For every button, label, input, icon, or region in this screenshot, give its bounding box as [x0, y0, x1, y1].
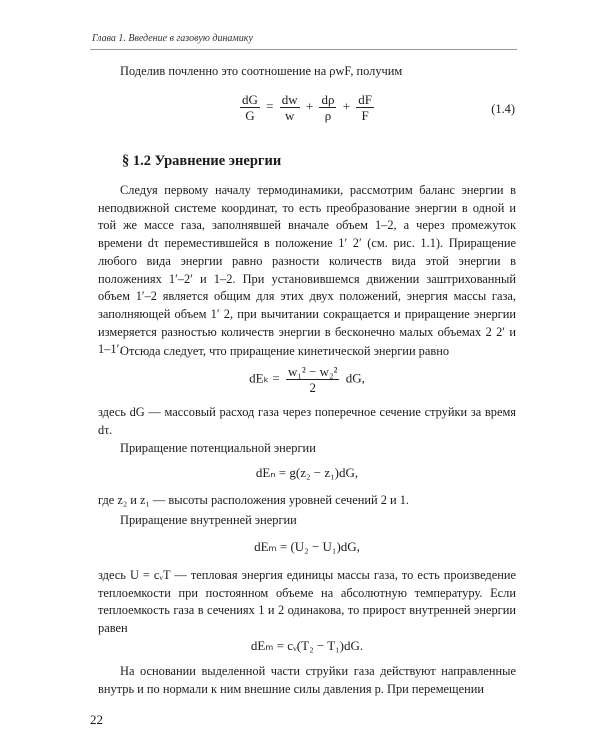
equation-potential-energy: dEₙ = g(z₂ − z₁)dG,: [255, 465, 359, 480]
header-rule: [90, 49, 517, 50]
fraction-dG-G: $\frac{dG}{G}$: [241, 92, 258, 123]
paragraph-pressure-forces: На основании выделенной части струйки газа действуют направленные внутрь и по нормали к ним внешние силы давления p. При перемещении: [98, 664, 516, 696]
fraction-velocity-diff: $\frac{\text{w₁² − w₂²}}{2}$: [287, 364, 338, 395]
fraction-dw-w: $\frac{dw}{w}$: [281, 92, 298, 123]
section-heading: § 1.2 Уравнение энергии: [122, 153, 282, 169]
page-number: 22: [90, 712, 103, 727]
equation-number: (1.4): [491, 102, 515, 116]
paragraph-kinetic-intro: Отсюда следует, что приращение кинетической энергии равно: [120, 344, 450, 358]
intro-text: Поделив почленно это соотношение на ρwF, получим: [120, 64, 403, 78]
equation-kinetic-energy: dEₖ = $\frac{\text{w₁² − w₂²}}{2}$ dG,: [249, 364, 365, 395]
equation-1-4: $\frac{dG}{G}$ = $\frac{dw}{w}$ + $\frac{d\rho}{\rho}$ + $\frac{dF}{F}$: [241, 92, 373, 123]
equation-internal-energy: dEₘ = (U₂ − U₁)dG,: [254, 539, 360, 554]
paragraph-heights: где z₂ и z₁ — высоты расположения уровней сечений 2 и 1.: [98, 493, 410, 507]
paragraph-energy-balance: Следуя первому началу термодинамики, рассмотрим баланс энергии в неподвижной системе координат, то есть преобразование энергии в одной и той же массе газа, заполнявшей вначале объем 1–2, а через промежуток времени dτ переместившейся в положение 1′ 2′ (см. рис. 1.1). Приращение любого вида энергии равно разности количеств вида этой энергии в положениях 1′–2′ и 1–2. При установившемся движении заштрихованный объем 1′–2 является общим для этих двух положений, энергия массы газа, заполняющей объем 1′ 2, при вычитании сокращается и приращение энергии измеряется разностью количеств энергии в бесконечно малых объемах 2 2′ и 1–1′.: [98, 183, 516, 357]
paragraph-mass-flow: здесь dG — массовый расход газа через поперечное сечение струйки за время dτ.: [98, 405, 516, 437]
paragraph-potential-intro: Приращение потенциальной энергии: [120, 441, 316, 455]
fraction-dF-F: $\frac{dF}{F}$: [358, 92, 373, 123]
paragraph-thermal-energy: здесь U = cᵥT — тепловая энергия единицы массы газа, то есть произведение теплоемкости при постоянном объеме на абсолютную температуру. Если теплоемкость газа в сечениях 1 и 2 одинакова, то прирост внутренней энергии равен: [98, 568, 516, 636]
equation-internal-energy-cv: dEₘ = cᵥ(T₂ − T₁)dG.: [250, 638, 364, 653]
paragraph-internal-intro: Приращение внутренней энергии: [120, 513, 297, 527]
running-head: Глава 1. Введение в газовую динамику: [92, 33, 253, 44]
fraction-drho-rho: $\frac{d\rho}{\rho}$: [321, 92, 335, 123]
